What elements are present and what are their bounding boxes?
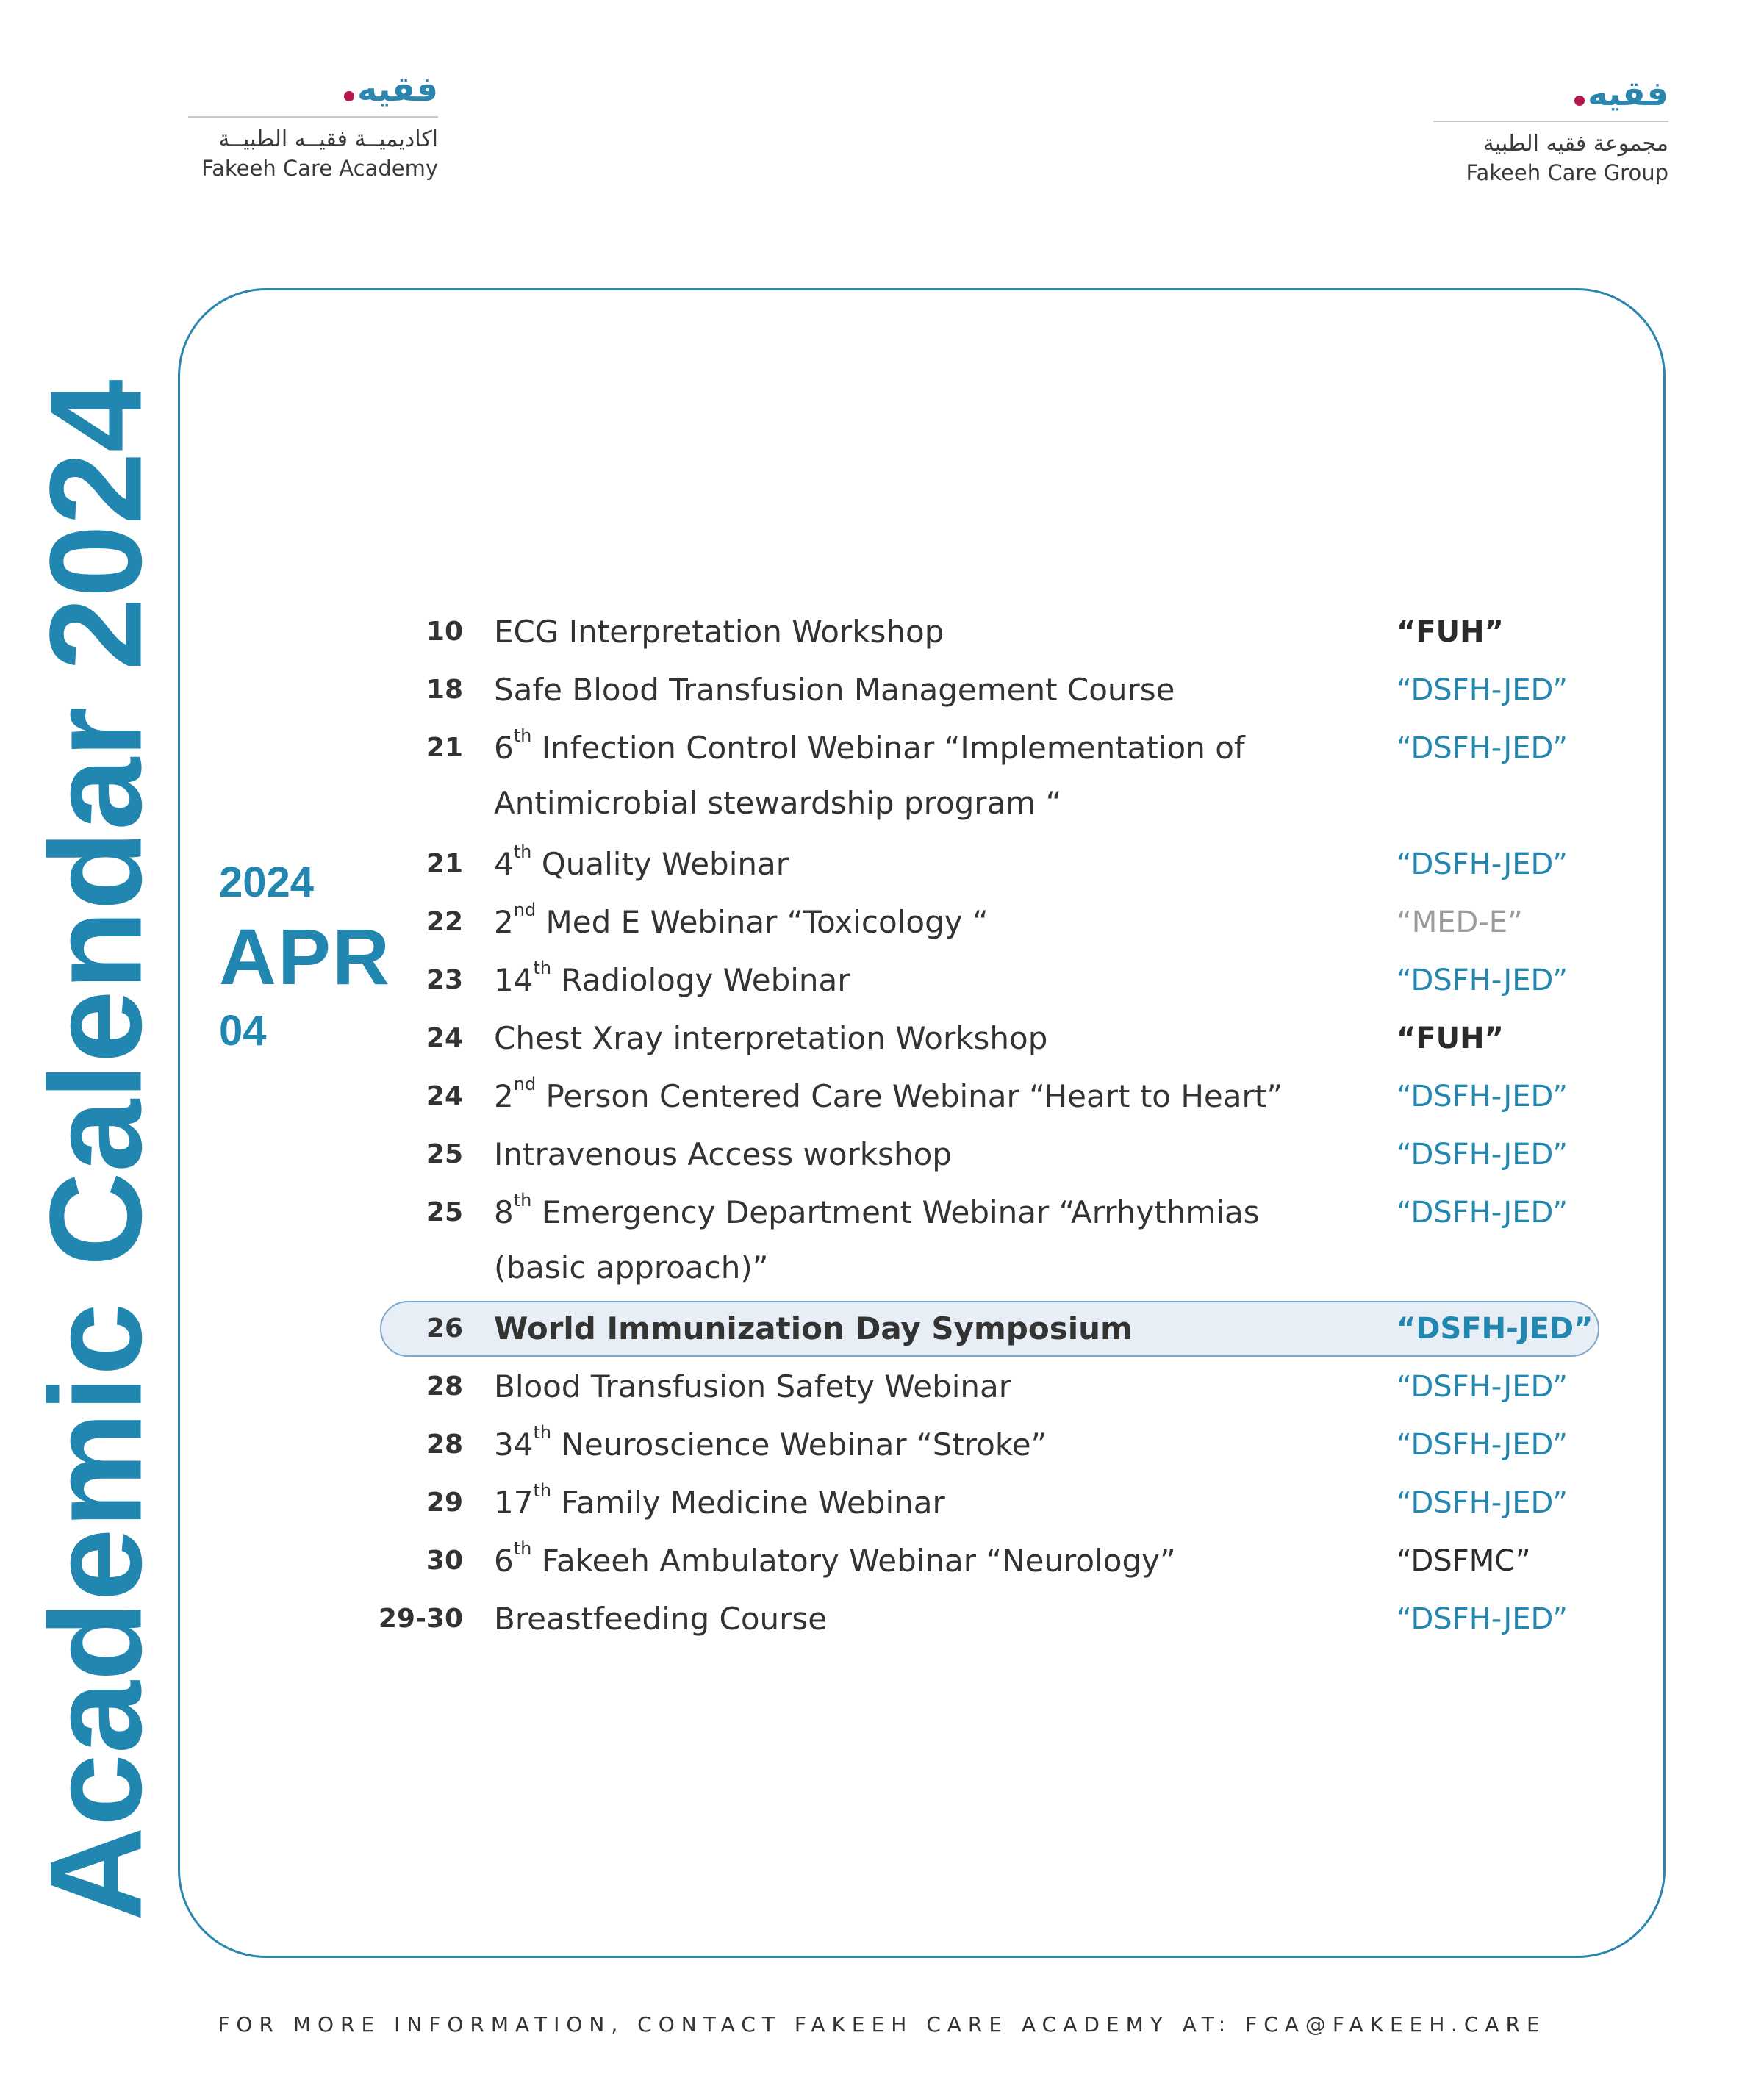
- ordinal-suffix: nd: [513, 1074, 537, 1094]
- event-title: [494, 1071, 1283, 1122]
- event-title: [494, 1361, 1011, 1413]
- event-venue: “FUH”: [1396, 1022, 1504, 1055]
- event-venue: “DSFH-JED”: [1396, 1196, 1568, 1230]
- ordinal-number: 6: [494, 1543, 514, 1579]
- event-title-text: Emergency Department Webinar “Arrhythmias: [531, 1194, 1260, 1230]
- event-row: [0, 1129, 1764, 1180]
- event-title-text: Person Centered Care Webinar “Heart to Heart”: [536, 1078, 1283, 1114]
- event-title-line2: (basic approach)”: [494, 1249, 769, 1285]
- month-number: 04: [219, 1007, 267, 1055]
- academy-name-ar: اكاديميــة فقيــه الطبيــة: [218, 126, 438, 152]
- event-title: [494, 1013, 1047, 1064]
- event-title-text: Neuroscience Webinar “Stroke”: [551, 1427, 1047, 1463]
- event-title: [494, 955, 850, 1006]
- event-date: 30: [426, 1546, 463, 1576]
- ordinal-suffix: th: [533, 958, 552, 978]
- event-date: 29-30: [378, 1604, 463, 1634]
- event-title-text: ECG Interpretation Workshop: [494, 614, 944, 650]
- brand-wordmark-ar: فقيه: [357, 69, 438, 109]
- event-title-text: Radiology Webinar: [551, 962, 850, 998]
- event-date: 22: [426, 907, 463, 937]
- event-title: [494, 897, 989, 948]
- event-title: [494, 606, 944, 658]
- event-row: [0, 1071, 1764, 1122]
- brand-dot-icon: [344, 91, 354, 101]
- brand-wordmark-ar: فقيه: [1588, 73, 1668, 113]
- event-title: [494, 1535, 1176, 1587]
- event-row: [0, 1419, 1764, 1471]
- ordinal-suffix: th: [513, 725, 532, 746]
- ordinal-number: 6: [494, 730, 514, 766]
- event-date: 25: [426, 1197, 463, 1227]
- event-row: [0, 1187, 1764, 1285]
- calendar-card: [178, 288, 1666, 1958]
- event-row: [0, 1477, 1764, 1529]
- event-venue: “DSFH-JED”: [1396, 847, 1568, 881]
- event-title: [494, 1477, 945, 1529]
- event-row: [0, 839, 1764, 890]
- event-venue: “DSFH-JED”: [1396, 1370, 1568, 1404]
- brand-dot-icon: [1574, 96, 1585, 106]
- event-title: [494, 1419, 1047, 1471]
- event-title: [494, 1129, 952, 1180]
- event-title: [494, 722, 1245, 832]
- event-title-text: Blood Transfusion Safety Webinar: [494, 1368, 1012, 1405]
- ordinal-number: 14: [494, 962, 534, 998]
- event-title-text: Breastfeeding Course: [494, 1601, 828, 1637]
- ordinal-suffix: th: [533, 1422, 552, 1443]
- event-date: 26: [426, 1313, 463, 1344]
- event-date: 23: [426, 965, 463, 995]
- event-row: [0, 722, 1764, 821]
- event-title: [494, 1593, 827, 1645]
- event-venue: “DSFH-JED”: [1396, 1486, 1568, 1520]
- event-row: [0, 1535, 1764, 1587]
- event-date: 24: [426, 1081, 463, 1111]
- event-date: 24: [426, 1023, 463, 1053]
- month-abbr: APR: [219, 912, 392, 1001]
- event-venue: “DSFH-JED”: [1396, 1080, 1568, 1113]
- event-date: 21: [426, 849, 463, 879]
- event-row: [0, 1013, 1764, 1064]
- event-row: [0, 897, 1764, 948]
- contact-footer: FOR MORE INFORMATION, CONTACT FAKEEH CARE ACADEMY AT: FCA@FAKEEH.CARE: [218, 2012, 1546, 2037]
- event-venue: “FUH”: [1396, 615, 1504, 649]
- ordinal-number: 2: [494, 1078, 514, 1114]
- event-venue: “MED-E”: [1396, 905, 1523, 939]
- event-title-line2: Antimicrobial stewardship program “: [494, 785, 1062, 821]
- fakeeh-care-academy-logo: [188, 69, 438, 184]
- logo-divider: [1433, 121, 1668, 122]
- logo-divider: [188, 116, 438, 118]
- event-title-text: Family Medicine Webinar: [551, 1485, 945, 1521]
- event-date: 28: [426, 1371, 463, 1402]
- event-title-text: Intravenous Access workshop: [494, 1136, 952, 1172]
- academy-name-en: Fakeeh Care Academy: [201, 156, 438, 181]
- event-title-text: Quality Webinar: [531, 846, 789, 882]
- ordinal-suffix: th: [513, 842, 532, 862]
- event-row: [0, 664, 1764, 716]
- event-title: [494, 664, 1175, 716]
- page-title-vertical: Academic Calendar 2024: [22, 379, 169, 1921]
- group-name-ar: مجموعة فقيه الطبية: [1482, 131, 1668, 157]
- event-venue: “DSFH-JED”: [1396, 1312, 1593, 1346]
- ordinal-number: 8: [494, 1194, 514, 1230]
- ordinal-number: 2: [494, 904, 514, 940]
- event-date: 18: [426, 675, 463, 705]
- event-date: 25: [426, 1139, 463, 1169]
- month-year: 2024: [219, 858, 315, 906]
- ordinal-number: 4: [494, 846, 514, 882]
- event-title-text: Safe Blood Transfusion Management Course: [494, 672, 1175, 708]
- event-date: 28: [426, 1429, 463, 1460]
- brand-mark: [1574, 73, 1668, 113]
- event-title-text: Chest Xray interpretation Workshop: [494, 1020, 1048, 1056]
- event-row: [0, 955, 1764, 1006]
- event-row-highlighted: [0, 1303, 1764, 1355]
- event-title-text: Infection Control Webinar “Implementation of: [531, 730, 1245, 766]
- event-row: [0, 1361, 1764, 1413]
- event-title-text: World Immunization Day Symposium: [494, 1310, 1133, 1346]
- event-title-text: Med E Webinar “Toxicology “: [536, 904, 989, 940]
- group-name-en: Fakeeh Care Group: [1466, 160, 1668, 185]
- event-row: [0, 1593, 1764, 1645]
- event-title: [494, 1303, 1133, 1355]
- ordinal-suffix: th: [513, 1538, 532, 1559]
- event-date: 21: [426, 733, 463, 763]
- event-venue: “DSFH-JED”: [1396, 673, 1568, 707]
- event-date: 29: [426, 1488, 463, 1518]
- event-venue: “DSFH-JED”: [1396, 731, 1568, 765]
- fakeeh-care-group-logo: [1433, 73, 1668, 188]
- event-row: [0, 606, 1764, 658]
- event-venue: “DSFMC”: [1396, 1544, 1531, 1578]
- event-venue: “DSFH-JED”: [1396, 964, 1568, 997]
- ordinal-number: 17: [494, 1485, 534, 1521]
- ordinal-suffix: nd: [513, 900, 537, 920]
- event-venue: “DSFH-JED”: [1396, 1138, 1568, 1172]
- ordinal-suffix: th: [533, 1480, 552, 1501]
- event-venue: “DSFH-JED”: [1396, 1428, 1568, 1462]
- event-title-text: Fakeeh Ambulatory Webinar “Neurology”: [531, 1543, 1176, 1579]
- ordinal-suffix: th: [513, 1190, 532, 1210]
- event-title: [494, 1187, 1260, 1296]
- ordinal-number: 34: [494, 1427, 534, 1463]
- event-title: [494, 839, 789, 890]
- event-date: 10: [426, 617, 463, 647]
- event-venue: “DSFH-JED”: [1396, 1602, 1568, 1636]
- brand-mark: [344, 69, 438, 109]
